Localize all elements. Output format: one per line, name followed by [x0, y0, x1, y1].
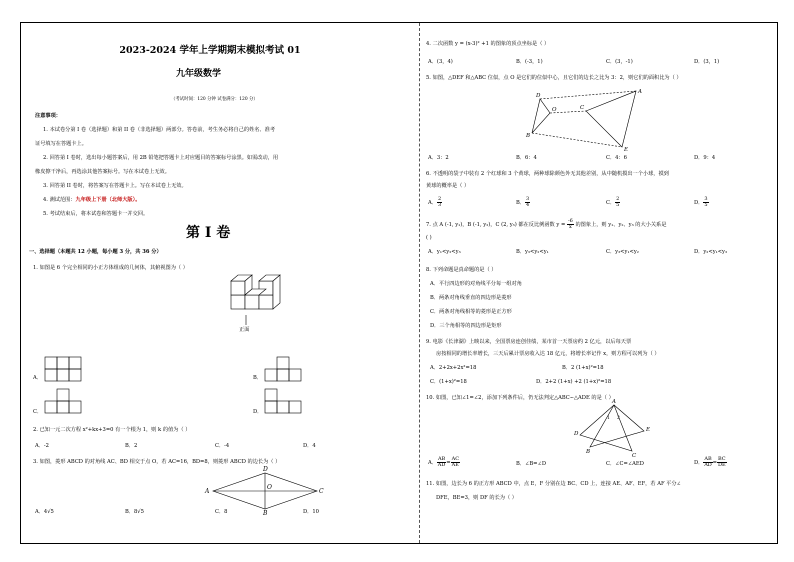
q5-label-c: C [580, 105, 585, 111]
note-line: 橡皮擦干净后，再选涂其他答案标号。写在本试卷上无效。 [35, 169, 170, 175]
q3-option-b[interactable]: B．8√5 [125, 509, 144, 515]
q6-option-a[interactable]: A． $\frac{2}{3}$ [428, 196, 442, 208]
q8-option-c[interactable]: C．两条对角线相等的菱形是正方形 [430, 309, 512, 315]
q5-option-a[interactable]: A．3：2 [428, 155, 449, 161]
q3-option-c[interactable]: C．8 [215, 509, 228, 515]
q10-option-c[interactable]: C．∠C=∠AED [606, 461, 644, 467]
section-heading: 一、选择题（本题共 12 小题，每小题 3 分，共 36 分） [29, 249, 162, 255]
q3-label-d: D [263, 466, 268, 473]
q7-stem-cont: ( ) [426, 235, 432, 241]
q3-label-a: A [205, 488, 210, 495]
q10-option-a[interactable]: A． $\frac{AB}{AD}$ = $\frac{AC}{AE}$ [428, 456, 460, 468]
q5-label-o: O [552, 107, 557, 113]
exam-subtitle: 九年级数学 [176, 69, 222, 79]
q1-stem: 1. 如图是 6 个完全相同的小正方体组成的几何体，其俯视图为（ ） [33, 265, 188, 271]
q10-option-d[interactable]: D． $\frac{AB}{AD}$ = $\frac{BC}{DE}$ [694, 456, 726, 468]
q9-option-a[interactable]: A．2+2x+2x²=18 [430, 365, 477, 371]
q6-option-c[interactable]: C． $\frac{2}{5}$ [606, 196, 620, 208]
q9-option-b[interactable]: B．2 (1+x)²=18 [562, 365, 604, 371]
note-line [43, 197, 140, 204]
exam-info: （考试时间：120 分钟 试卷满分：120 分） [171, 97, 258, 102]
q9-stem-cont: 房按相同的增长率增长，三天后累计票房收入达 18 亿元，将增长率记作 x，则方程可以列为（ ） [436, 351, 660, 357]
q10-label-1: 1 [607, 416, 610, 421]
note-line: 2. 回答第 I 卷时，选出每小题答案后，用 2B 铅笔把答题卡上对应题目的答案标号涂黑。如需改动，用 [43, 155, 279, 161]
q5-homothety-figure [526, 85, 656, 151]
q5-option-b[interactable]: B．6：4 [516, 155, 537, 161]
q8-stem: 8. 下列命题是真命题的是（ ） [426, 267, 497, 273]
q1-option-d-figure [265, 389, 325, 415]
q5-option-d[interactable]: D．9：4 [694, 155, 716, 161]
note-line: 证号填写在答题卡上。 [35, 141, 87, 147]
q3-option-d[interactable]: D．10 [303, 509, 319, 515]
q6-stem: 6. 不透明的袋子中装有 2 个红球和 3 个黄球，两种球除颜色外无其他差别，从中随机摸出一个小球，摸到 [426, 171, 669, 177]
q11-stem: 11. 如图，边长为 6 的正方形 ABCD 中，点 E，F 分别在边 BC、CD 上，连接 AE、AF、EF，若 AF 平分∠ [426, 481, 681, 487]
q1-option-d[interactable]: D． [253, 409, 263, 415]
q5-label-d: D [536, 93, 541, 99]
volume-heading: 第 I 卷 [186, 225, 231, 241]
note-line: 1. 本试卷分第 I 卷（选择题）和第 II 卷（非选择题）两部分。答卷前，考生务必将自己的姓名、准考 [43, 127, 276, 133]
note-scope-value: 九年级上下册（北师大版）。 [75, 197, 141, 203]
q2-option-c[interactable]: C．-4 [215, 443, 230, 449]
q10-label-b: B [586, 449, 591, 455]
q8-option-b[interactable]: B．两条对角线垂直的四边形是菱形 [430, 295, 512, 301]
note-scope-label: 4. 测试范围： [43, 197, 76, 203]
q10-label-a: A [612, 399, 616, 405]
q10-label-e: E [646, 427, 651, 433]
q7-option-d[interactable]: D．y₂<y₁<y₃ [694, 249, 728, 255]
notes-heading: 注意事项： [35, 113, 61, 119]
q3-stem: 3. 如图，菱形 ABCD 的对角线 AC、BD 相交于点 O，若 AC=16，BD=8，则菱形 ABCD 的边长为（ ） [33, 459, 281, 465]
q1-option-b-figure [265, 357, 325, 383]
note-line: 3. 回答第 II 卷时，将答案写在答题卡上。写在本试卷上无效。 [43, 183, 187, 189]
q1-option-a-figure [45, 357, 105, 383]
q6-option-d[interactable]: D． $\frac{3}{5}$ [694, 196, 708, 208]
q11-stem-cont: DFE，BE=3，则 DF 的长为（ ） [436, 495, 517, 501]
note-line: 5. 考试结束后，将本试卷和答题卡一并交回。 [43, 211, 149, 217]
q2-option-b[interactable]: B．2 [125, 443, 138, 449]
q8-option-a[interactable]: A．平行四边形的对角线平分每一组对角 [430, 281, 522, 287]
q4-stem: 4. 二次函数 y = (x-3)² +1 的图象的顶点坐标是（ ） [426, 41, 550, 47]
q6-option-b[interactable]: B． $\frac{3}{4}$ [516, 196, 530, 208]
q9-stem: 9. 电影《长津湖》上映以来，全国票房连创佳绩，某市首一天票房约 2 亿元，以后每天票 [426, 339, 632, 345]
q5-stem: 5. 如图，△DEF 和△ABC 位似，点 O 是它们的位似中心，且它们的边长之比为 3：2，则它们的面积比为（ ） [426, 75, 682, 81]
q7-option-b[interactable]: B．y₃<y₂<y₁ [516, 249, 549, 255]
q5-label-f: E [624, 147, 629, 153]
q10-label-2: 2 [617, 416, 620, 421]
exam-page [20, 22, 778, 544]
q6-stem-cont: 黄球的概率是（ ） [426, 183, 470, 189]
q9-option-d[interactable]: D．2+2 (1+x) +2 (1+x)²=18 [536, 379, 612, 385]
q1-solid-figure [226, 275, 296, 335]
q5-option-c[interactable]: C．4：6 [606, 155, 627, 161]
q10-triangles-figure [574, 399, 654, 459]
q5-label-b: B [526, 133, 531, 139]
q1-front-label: 正面 [239, 327, 250, 333]
q5-label-a: A [638, 89, 642, 95]
q1-option-a[interactable]: A． [33, 375, 42, 381]
q7-option-c[interactable]: C．y₃<y₁<y₂ [606, 249, 639, 255]
q1-option-c-figure [45, 389, 105, 415]
q4-option-a[interactable]: A．(3，4) [428, 59, 453, 65]
q4-option-b[interactable]: B．(-3，1) [516, 59, 543, 65]
q3-label-b: B [263, 510, 268, 517]
q3-option-a[interactable]: A．4√5 [35, 509, 54, 515]
q10-stem: 10. 如图，已知∠1=∠2，添加下列条件后，仍无法判定△ABC∽△ADE 的是（ ） [426, 395, 614, 401]
q2-option-d[interactable]: D．4 [303, 443, 316, 449]
q3-label-c: C [319, 488, 324, 495]
q3-label-o: O [267, 484, 272, 491]
q4-option-c[interactable]: C．(3，-1) [606, 59, 633, 65]
q10-label-d: D [574, 431, 579, 437]
exam-title: 2023-2024 学年上学期期末模拟考试 01 [119, 45, 301, 56]
q2-stem: 2. 已知一元二次方程 x²+kx+3=0 有一个根为 1，则 k 的值为（ ） [33, 427, 191, 433]
q10-label-c: C [632, 453, 637, 459]
q1-option-c[interactable]: C． [33, 409, 43, 415]
q7-stem: 7. 点 A (-1, y₁)，B (-1, y₂)，C (2, y₃) 都在反比例函数 y = $\frac{-6}{x}$ 的图象上，则 y₁、y₂、y₃ 的大小关系是 [426, 218, 667, 230]
q8-option-d[interactable]: D．三个角相等的四边形是矩形 [430, 323, 502, 329]
q1-option-b[interactable]: B． [253, 375, 262, 381]
q9-option-c[interactable]: C．(1+x)²=18 [430, 379, 467, 385]
column-divider [419, 23, 420, 543]
q10-option-b[interactable]: B．∠B=∠D [516, 461, 547, 467]
q4-option-d[interactable]: D．(3，1) [694, 59, 720, 65]
q2-option-a[interactable]: A．-2 [35, 443, 49, 449]
q7-option-a[interactable]: A．y₁<y₂<y₃ [428, 249, 461, 255]
